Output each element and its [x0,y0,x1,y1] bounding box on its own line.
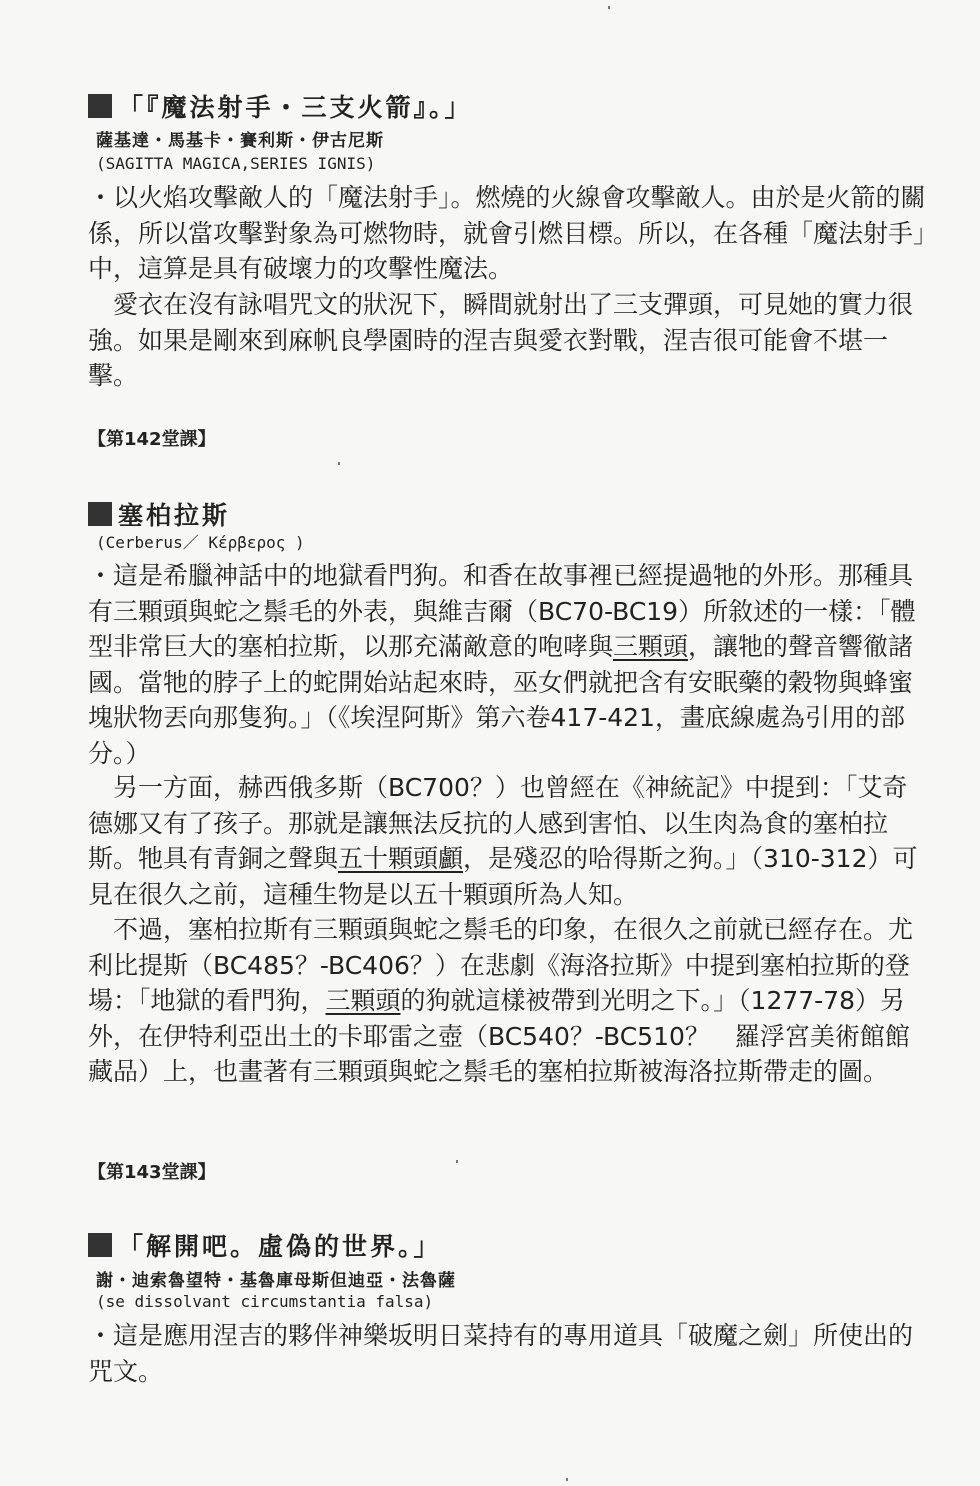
entry-paragraph: ・這是應用涅吉的夥伴神樂坂明日菜持有的專用道具「破魔之劍」所使出的咒文。 [88,1321,914,1386]
entry-reading: 薩基達・馬基卡・賽利斯・伊古尼斯 [96,131,384,151]
entry-paragraph: ・以火焰攻擊敵人的「魔法射手」。燃燒的火線會攻擊敵人。由於是火箭的關係，所以當攻擊對象為可燃物時，就會引燃目標。所以，在各種「魔法射手」中，這算是具有破壞力的攻擊性魔法。 [88,183,926,283]
underlined-quote: 三顆頭 [613,632,689,661]
text-run: ，是殘忍的哈得斯之狗。」（310-312）可見在很久之前，這種生物是以五十顆頭所為人知。 [88,844,918,909]
text-run: 不過，塞柏拉斯有三顆頭與蛇之鬃毛的印象，在很久之前就已經存在。尤利比提斯（BC485？-BC406？）在悲劇《海洛拉斯》中提到塞柏拉斯的登場：「地獄的看門狗， [88,915,914,1015]
underlined-quote: 三顆頭 [325,986,401,1015]
entry-title-text: 「『魔法射手・三支火箭』。」 [118,93,473,122]
section-label: 【第142堂課】 [88,429,216,450]
square-bullet-icon [88,1233,112,1257]
entry-title-text: 「解開吧。虛偽的世界。」 [118,1232,442,1261]
entry-paragraph: 愛衣在沒有詠唱咒文的狀況下，瞬間就射出了三支彈頭，可見她的實力很強。如果是剛來到麻帆良學園時的涅吉與愛衣對戰，涅吉很可能會不堪一擊。 [88,290,914,390]
entry-paragraph [88,770,926,912]
text-run: 另一方面，赫西俄多斯（BC700？）也曾經在《神統記》中提到：「艾奇德娜又有了孩子。那就是讓無法反抗的人感到害怕、以生肉為食的塞柏拉斯。牠具有青銅之聲與 [88,773,908,873]
underlined-quote: 五十顆頭顱 [338,844,464,873]
entry-reading: 謝・迪索魯望特・基魯庫母斯但迪亞・法魯薩 [96,1271,456,1291]
entry-latin-name: (Cerberus／ Κέρβερος ) [96,533,305,552]
text-run: ，讓牠的聲音響徹諸國。當牠的脖子上的蛇開始站起來時，巫女們就把含有安眠藥的穀物與蜂蜜塊狀物丟向那隻狗。」（《埃涅阿斯》第六卷417-421，畫底線處為引用的部分。） [88,632,914,768]
entry-latin-name: (SAGITTA MAGICA,SERIES IGNIS) [96,154,376,173]
entry-title [88,88,473,124]
text-run: ・這是希臘神話中的地獄看門狗。和香在故事裡已經提過牠的外形。那種具有三顆頭與蛇之鬃毛的外表，與維吉爾（BC70-BC19）所敘述的一樣：「體型非常巨大的塞柏拉斯，以那充滿敵意的咆哮與 [88,561,916,661]
entry-paragraph [88,912,926,1090]
section-label: 【第143堂課】 [88,1162,216,1183]
entry-title [88,496,230,532]
scan-speck [608,6,610,9]
entry-latin-name: (se dissolvant circumstantia falsa) [96,1292,434,1311]
text-run: 的狗就這樣被帶到光明之下。」（1277-78）另外，在伊特利亞出土的卡耶雷之壺（BC540？-BC510？ 羅浮宮美術館館藏品）上，也畫著有三顆頭與蛇之鬃毛的塞柏拉斯被海洛拉斯帶走的圖。 [88,986,910,1086]
scan-speck [566,1478,568,1481]
square-bullet-icon [88,94,112,118]
scan-speck [456,1160,458,1163]
entry-title [88,1227,442,1263]
entry-paragraph [88,558,926,771]
square-bullet-icon [88,502,112,526]
entry-title-text: 塞柏拉斯 [118,501,231,530]
scan-speck [338,462,340,465]
